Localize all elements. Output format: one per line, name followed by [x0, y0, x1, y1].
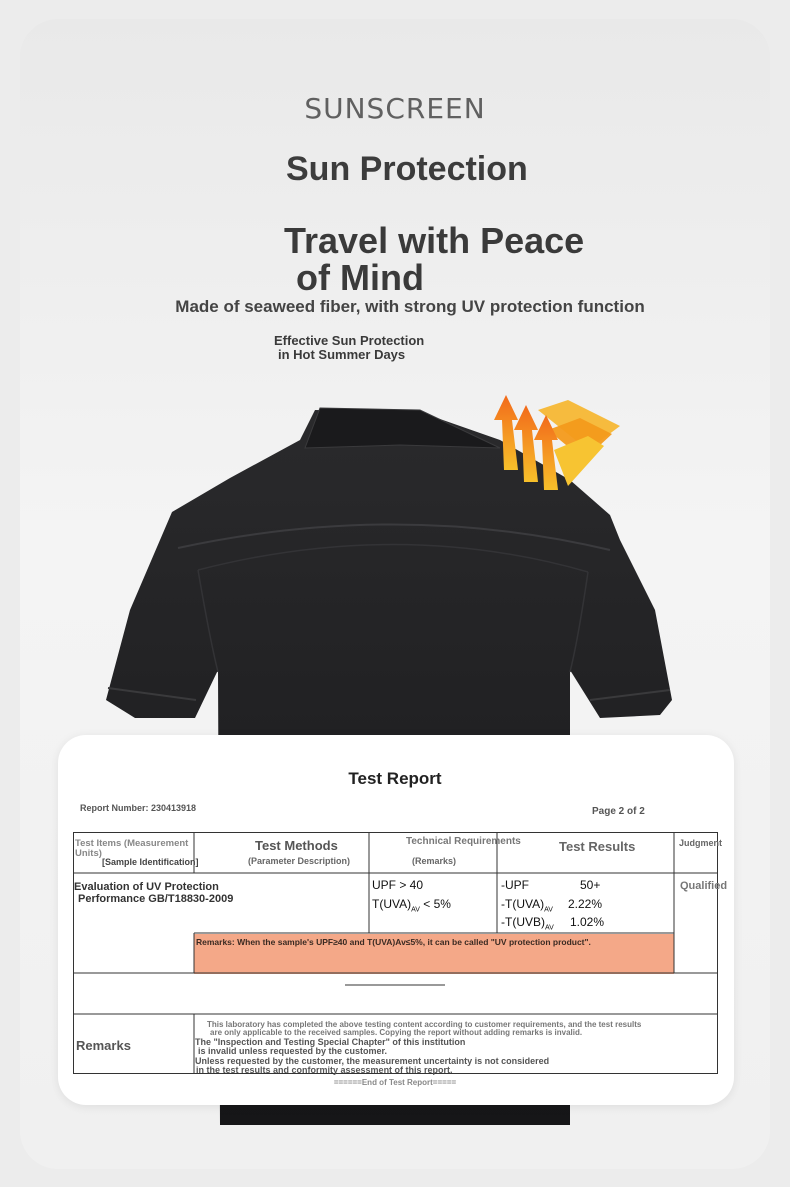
remarks-line-4: is invalid unless requested by the customer. — [198, 1046, 388, 1056]
header-methods-sub: (Parameter Description) — [248, 856, 351, 866]
header-requirements-sub: (Remarks) — [412, 856, 457, 866]
headline-line2: of Mind — [296, 257, 424, 298]
header-items-line2: Units) — [75, 848, 102, 859]
result-upf-value: 50+ — [580, 878, 601, 892]
headline-line1: Travel with Peace — [284, 220, 585, 261]
title: Sun Protection — [286, 150, 528, 188]
requirement-upf: UPF > 40 — [372, 878, 424, 892]
judgment-value: Qualified — [680, 880, 728, 892]
tagline-line2: in Hot Summer Days — [278, 347, 406, 362]
report-end-line: ======End of Test Report===== — [333, 1078, 457, 1087]
header-methods: Test Methods — [255, 838, 338, 853]
header-judgment: Judgment — [679, 838, 723, 848]
header-items-line3: [Sample Identification] — [102, 857, 199, 867]
requirement-uva: $T(UVA)_{AV} < 5\%$ — [372, 897, 451, 914]
tagline — [274, 334, 424, 362]
test-item-line2: Performance GB/T18830-2009 — [78, 893, 234, 905]
remarks-label: Remarks — [76, 1038, 131, 1053]
headline — [284, 222, 704, 296]
header-results: Test Results — [559, 839, 636, 854]
remarks-line-3: The "Inspection and Testing Special Chapter" of this institution — [195, 1037, 466, 1047]
remarks-line-2: are only applicable to the received samples. Copying the report without adding remarks is invalid. — [210, 1028, 583, 1037]
sun-rays-icon — [488, 390, 628, 490]
result-uvb-label: $-T(UVB)_{AV}$ — [501, 915, 554, 932]
tagline-line1: Effective Sun Protection — [274, 333, 425, 348]
subtitle: Made of seaweed fiber, with strong UV protection function — [175, 297, 645, 316]
header-items — [75, 838, 188, 859]
report-title: Test Report — [348, 769, 442, 788]
test-item-line1: Evaluation of UV Protection — [74, 881, 219, 893]
result-uvb-value: 1.02% — [570, 915, 605, 929]
remarks-line-1: This laboratory has completed the above testing content according to customer requirements, and the test results — [207, 1020, 642, 1029]
remarks-line-6: in the test results and conformity assessment of this report. — [196, 1065, 453, 1075]
remarks-line-5: Unless requested by the customer, the measurement uncertainty is not considered — [195, 1056, 550, 1066]
test-item — [74, 881, 233, 905]
result-upf-label: -UPF — [501, 878, 529, 892]
report-page: Page 2 of 2 — [592, 806, 645, 817]
result-uva-label: $-T(UVA)_{AV}$ — [501, 897, 553, 914]
report-number: Report Number: 230413918 — [80, 803, 197, 813]
result-uva-value: 2.22% — [568, 897, 603, 911]
header-requirements: Technical Requirements — [406, 836, 521, 847]
row-remark: Remarks: When the sample's UPF≥40 and T(UVA)Av≤5%, it can be called "UV protection product". — [196, 937, 591, 947]
brand-label: SUNSCREEN — [304, 92, 486, 125]
header-items-line1: Test Items (Measurement — [75, 838, 189, 849]
